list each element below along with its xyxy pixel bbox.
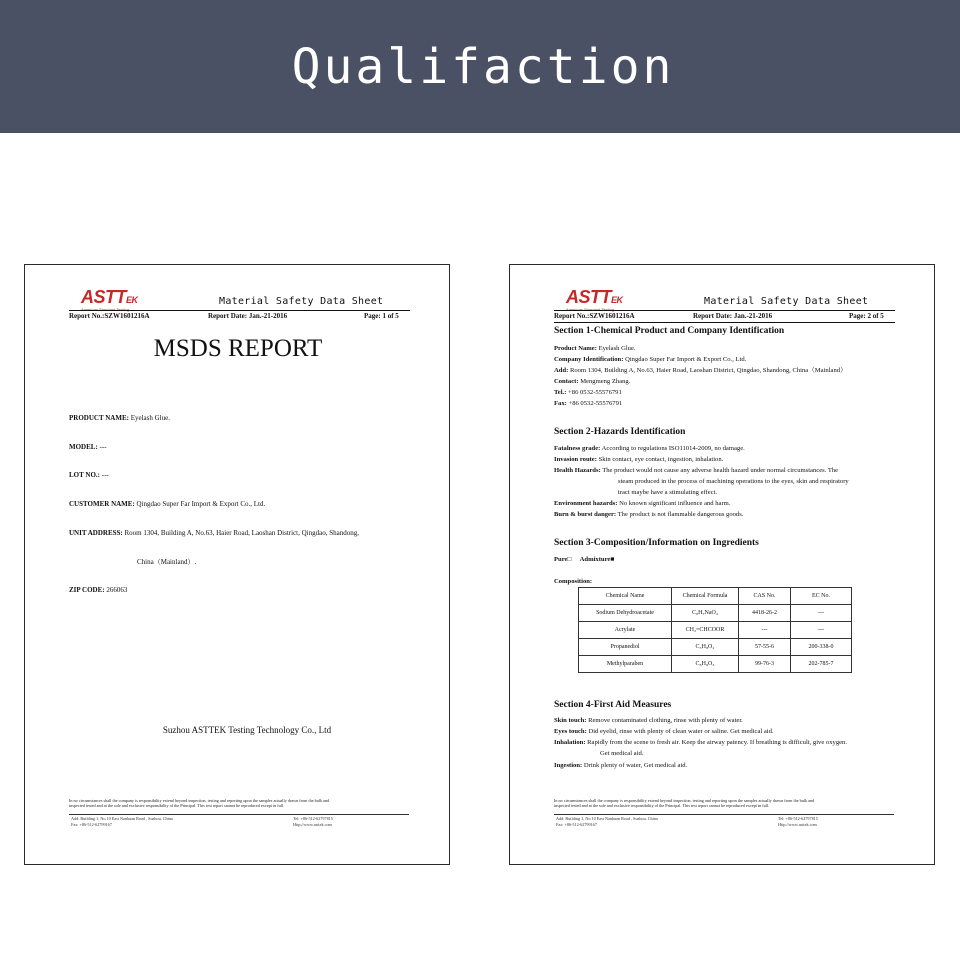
msds-cover-page: ASTTEK American Standard Testing Material Safety Data Sheet Report No.:SZW1601216A Report Date: Jan.-21-2016 Page: 1 of 5 MSDS REPORT PRODUCT NAME: Eyelash Glue. MODEL: --- LOT NO.: --- CUSTOMER NAME: Qingdao Super Far Import & Export Co., Ltd. UNIT ADDRESS: Room 1304, Building A, No.63, Haier Road, Laoshan District, Qingdao, Shandong, China（Mainland）. ZIP CODE: 266063 Suzhou ASTTEK Testing Technology Co., Ltd In no circumstances shall the company is responsibility extend beyond inspection, testing and reporting upon the samples actually drawn from the bulk and inspected tested and at the sole and exclusive responsibility of the Principal. This test report cannot be reproduced except in full. Add: Building 1, No.10 East Nanhuan Road , Suzhou, China Fax: +86-512-62799167 Tel: +86-512-62797815 Http://www.asttek.com <box>24 264 450 865</box>
health-line-2: steam produced in the process of machining operations to the eyes, skin and respiratory <box>618 478 849 485</box>
report-date: Report Date: Jan.-21-2016 <box>693 312 773 320</box>
asttek-logo: ASTTEK <box>81 287 138 307</box>
footer-rule <box>69 814 409 815</box>
sheet-title: Material Safety Data Sheet <box>219 296 384 307</box>
header-rule <box>69 310 410 311</box>
testing-company: Suzhou ASTTEK Testing Technology Co., Ltd <box>162 725 332 735</box>
page-number: Page: 2 of 5 <box>849 312 884 320</box>
page-number: Page: 1 of 5 <box>364 312 399 320</box>
health-line-3: tract maybe have a stimulating effect. <box>618 489 718 496</box>
inhalation-line-2: Get medical aid. <box>600 750 644 757</box>
table-row: Propanediol C₃H₈O₂ 57-55-6 200-338-0 <box>579 639 852 656</box>
contact-line: Contact: Mengmeng Zhang. <box>554 378 631 385</box>
disclaimer: In no circumstances shall the company is responsibility extend beyond inspection, testing and reporting upon the samples actually drawn from the bulk and inspected tested and at the sole and exclusive responsibility of the Principal. This test report cannot be reproduced except in full. <box>69 798 330 808</box>
header-rule-bottom <box>554 322 895 323</box>
product-name-field: PRODUCT NAME: Eyelash Glue. <box>69 414 170 422</box>
address-field: UNIT ADDRESS: Room 1304, Building A, No.63, Haier Road, Laoshan District, Qingdao, Shandong, <box>69 529 359 537</box>
environment-line: Environment hazards: No known significant influence and harm. <box>554 500 731 507</box>
tel-line: Tel.: +86 0532-55576791 <box>554 389 622 396</box>
document-header <box>69 285 410 325</box>
report-title: MSDS REPORT <box>153 335 323 362</box>
mixture-type: Pure□ Admixture■ <box>554 556 615 563</box>
inhalation-line: Inhalation: Rapidly from the scene to fresh air. Keep the airway patency. If breathing is difficult, give oxygen. <box>554 739 847 746</box>
disclaimer: In no circumstances shall the company is responsibility extend beyond inspection, testing and reporting upon the samples actually drawn from the bulk and inspected tested and at the sole and exclusive responsibility of the Principal. This test report cannot be reproduced except in full. <box>554 798 815 808</box>
document-header <box>554 285 895 325</box>
section-3-heading: Section 3-Composition/Information on Ingredients <box>554 538 759 548</box>
fax-line: Fax: +86 0532-55576791 <box>554 400 623 407</box>
customer-field: CUSTOMER NAME: Qingdao Super Far Import & Export Co., Ltd. <box>69 500 266 508</box>
section-1-heading: Section 1-Chemical Product and Company Identification <box>554 326 785 336</box>
invasion-line: Invasion route: Skin contact, eye contact, ingestion, inhalation. <box>554 456 724 463</box>
asttek-logo: ASTTEK <box>566 287 623 307</box>
section-2-heading: Section 2-Hazards Identification <box>554 427 686 437</box>
zip-field: ZIP CODE: 266063 <box>69 586 128 594</box>
composition-label: Composition: <box>554 578 593 585</box>
product-name-line: Product Name: Eyelash Glue. <box>554 345 636 352</box>
report-date: Report Date: Jan.-21-2016 <box>208 312 288 320</box>
footer-rule <box>554 814 894 815</box>
lot-field: LOT NO.: --- <box>69 471 109 479</box>
sheet-title: Material Safety Data Sheet <box>704 296 869 307</box>
logo-tagline: American Standard Testing <box>81 307 129 312</box>
composition-table <box>578 587 852 673</box>
model-field: MODEL: --- <box>69 443 107 451</box>
banner-title: Qualifaction <box>291 38 675 95</box>
fatalness-line: Fatalness grade: According to regulations ISO11014-2009, no damage. <box>554 445 745 452</box>
burn-line: Burn & burst danger: The product is not flammable dangerous goods. <box>554 511 744 518</box>
section-4-heading: Section 4-First Aid Measures <box>554 700 672 710</box>
header-rule <box>554 310 895 311</box>
company-line: Company Identification: Qingdao Super Far Import & Export Co., Ltd. <box>554 356 747 363</box>
report-number: Report No.:SZW1601216A <box>554 312 635 320</box>
msds-page-2: ASTTEK American Standard Testing Material Safety Data Sheet Report No.:SZW1601216A Report Date: Jan.-21-2016 Page: 2 of 5 Section 1-Chemical Product and Company Identification Product Name: Eyelash Glue. Company Identification: Qingdao Super Far Import & Export Co., Ltd. Add: Room 1304, Building A, No.63, Haier Road, Laoshan District, Qingdao, Shandong, China（Mainland） Contact: Mengmeng Zhang. Tel.: +86 0532-55576791 Fax: +86 0532-55576791 Section 2-Hazards Identification Fatalness grade: According to regulations ISO11014-2009, no damage. Invasion route: Skin contact, eye contact, ingestion, inhalation. Health Hazards: The product would not cause any adverse health hazard under normal circumstances. The steam produced in the process of machining operations to the eyes, skin and respiratory tract maybe have a stimulating effect. Environment hazards: No known significant influence and harm. Burn & burst danger: The product is not flammable dangerous goods. Section 3-Composition/Information on Ingredients Pure□ Admixture■ Composition: Chemical Name Chemical Formula CAS No. EC No. Sodium Dehydroacetate C₈H₇NaO₄ 4418-26-2 --- Acrylate CH₂=CHCOOR --- --- Propanediol C₃H₈O₂ 57-55-6 200-338-0 Methylparaben C₈H₈O₃ 99-76-3 202-785-7 Section 4-First Aid Measures Skin touch: Remove contaminated clothing, rinse with plenty of water. Eyes touch: Did eyelid, rinse with plenty of clean water or saline. Get medical aid. Inhalation: Rapidly from the scene to fresh air. Keep the airway patency. If breathing is difficult, give oxygen. Get medical aid. Ingestion: Drink plenty of water, Get medical aid. In no circumstances shall the company is responsibility extend beyond inspection, testing and reporting upon the samples actually drawn from the bulk and inspected tested and at the sole and exclusive responsibility of the Principal. This test report cannot be reproduced except in full. Add: Building 1, No.10 East Nanhuan Road , Suzhou, China Fax: +86-512-62799167 Tel: +86-512-62797815 Http://www.asttek.com <box>509 264 935 865</box>
logo-tagline: American Standard Testing <box>566 307 614 312</box>
table-row: Sodium Dehydroacetate C₈H₇NaO₄ 4418-26-2 --- <box>579 605 852 622</box>
skin-touch-line: Skin touch: Remove contaminated clothing, rinse with plenty of water. <box>554 717 743 724</box>
address-field-line2: China（Mainland）. <box>137 558 197 566</box>
address-line: Add: Room 1304, Building A, No.63, Haier Road, Laoshan District, Qingdao, Shandong, China（Mainland） <box>554 367 847 374</box>
ingestion-line: Ingestion: Drink plenty of water, Get medical aid. <box>554 762 688 769</box>
table-row: Methylparaben C₈H₈O₃ 99-76-3 202-785-7 <box>579 656 852 673</box>
eyes-touch-line: Eyes touch: Did eyelid, rinse with plenty of clean water or saline. Get medical aid. <box>554 728 774 735</box>
health-line: Health Hazards: The product would not cause any adverse health hazard under normal circumstances. The <box>554 467 839 474</box>
table-header-row: Chemical Name Chemical Formula CAS No. EC No. <box>579 588 852 605</box>
table-row: Acrylate CH₂=CHCOOR --- --- <box>579 622 852 639</box>
report-number: Report No.:SZW1601216A <box>69 312 150 320</box>
